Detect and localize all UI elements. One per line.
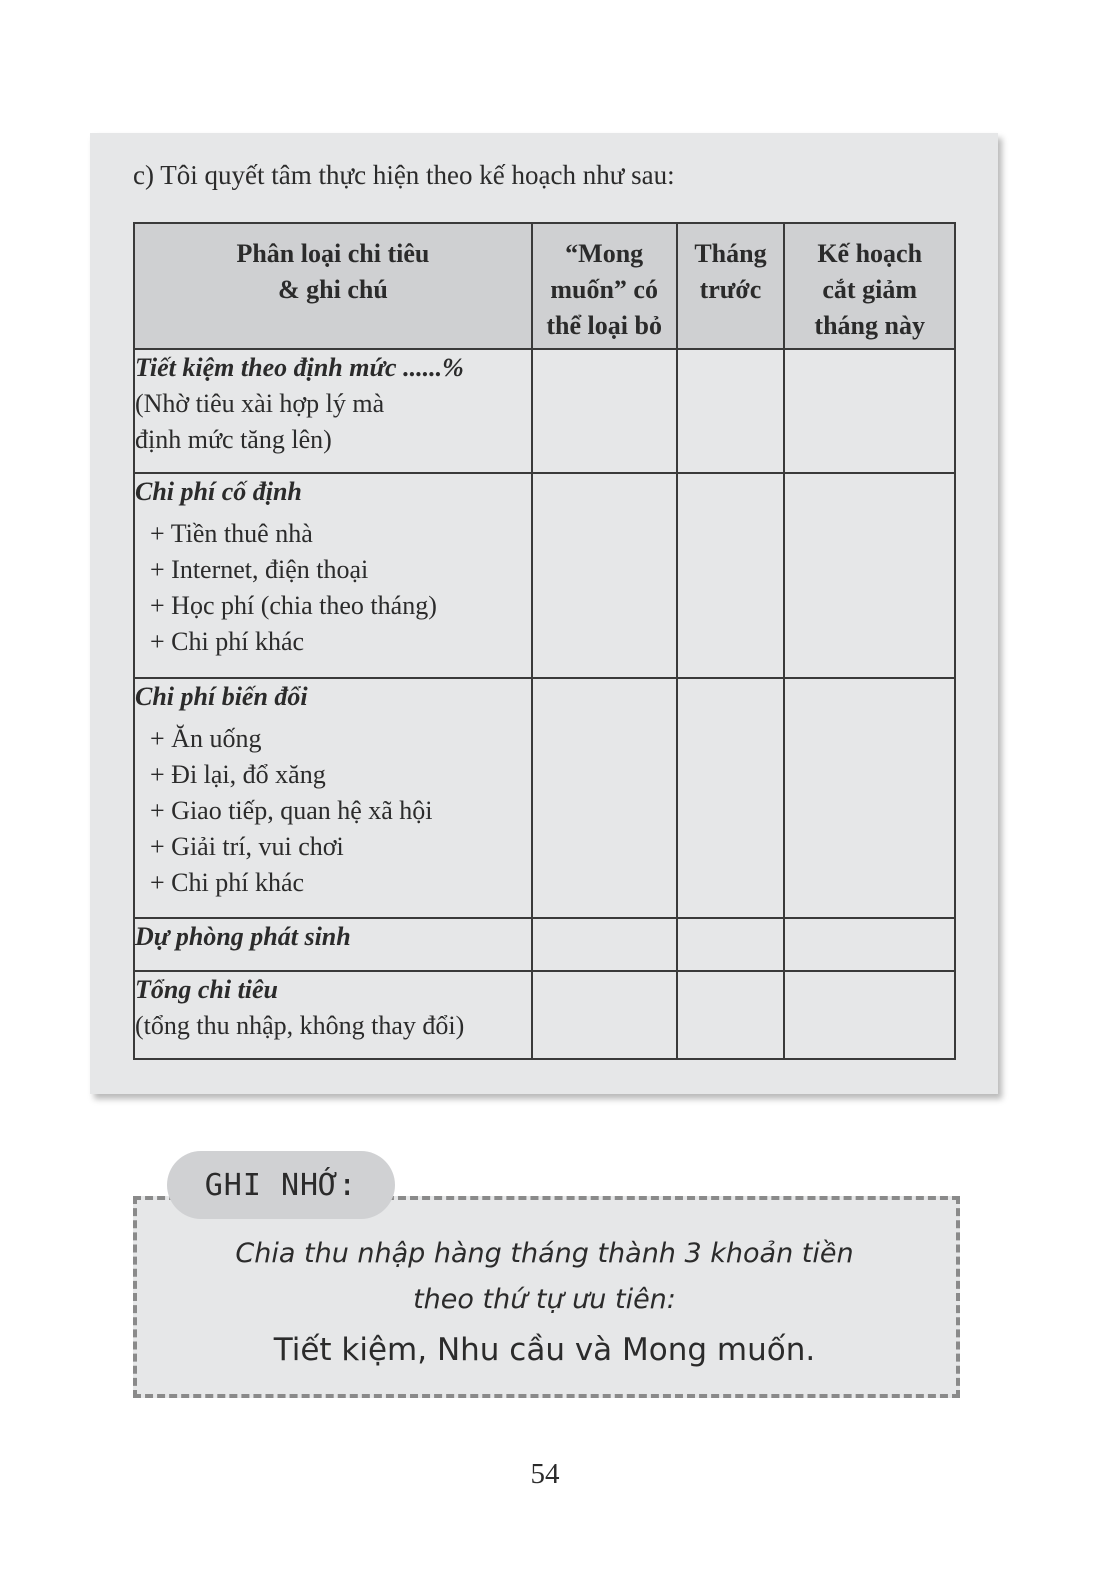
- input-cell[interactable]: [532, 678, 677, 918]
- list-item: + Ăn uống: [150, 724, 262, 753]
- remember-summary: Tiết kiệm, Nhu cầu và Mong muốn.: [273, 1332, 816, 1368]
- list-item: + Học phí (chia theo tháng): [150, 591, 437, 620]
- row-fixed-costs-cell: [134, 473, 532, 678]
- remember-line-2: theo thứ tự ưu tiên:: [413, 1284, 676, 1315]
- budget-plan-table: [133, 222, 956, 1060]
- remember-line-1: Chia thu nhập hàng tháng thành 3 khoản tiền: [235, 1238, 854, 1269]
- input-cell[interactable]: [784, 971, 955, 1059]
- page-number: 54: [530, 1458, 560, 1490]
- list-item: + Giải trí, vui chơi: [150, 832, 344, 861]
- row-title: Dự phòng phát sinh: [135, 922, 351, 951]
- input-cell[interactable]: [532, 971, 677, 1059]
- header-cut-plan: Kế hoạch cắt giảm tháng này: [784, 223, 955, 349]
- list-item: + Chi phí khác: [150, 868, 305, 897]
- remember-label: GHI NHỚ:: [204, 1167, 358, 1203]
- list-item: + Đi lại, đổ xăng: [150, 760, 326, 789]
- input-cell[interactable]: [784, 473, 955, 678]
- input-cell[interactable]: [677, 473, 785, 678]
- table-row: [134, 473, 955, 678]
- table-header-row: [134, 223, 955, 349]
- table-row: [134, 349, 955, 473]
- input-cell[interactable]: [784, 349, 955, 473]
- remember-tab: [167, 1151, 395, 1219]
- row-title: Chi phí biến đổi: [135, 682, 308, 711]
- row-total-cell: Tổng chi tiêu (tổng thu nhập, không thay đổi): [134, 971, 532, 1059]
- row-title: Tổng chi tiêu: [135, 975, 279, 1004]
- input-cell[interactable]: [532, 918, 677, 971]
- input-cell[interactable]: [677, 971, 785, 1059]
- input-cell[interactable]: [784, 918, 955, 971]
- header-removable-wants: “Mong muốn” có thể loại bỏ: [532, 223, 677, 349]
- row-contingency-cell: [134, 918, 532, 971]
- row-savings-cell: Tiết kiệm theo định mức ......% (Nhờ tiêu xài hợp lý mà định mức tăng lên): [134, 349, 532, 473]
- input-cell[interactable]: [677, 678, 785, 918]
- table-row: [134, 971, 955, 1059]
- list-item: + Giao tiếp, quan hệ xã hội: [150, 796, 433, 825]
- table-row: [134, 678, 955, 918]
- row-variable-costs-cell: [134, 678, 532, 918]
- remember-box: [133, 1196, 956, 1398]
- input-cell[interactable]: [532, 349, 677, 473]
- list-item: + Chi phí khác: [150, 627, 305, 656]
- input-cell[interactable]: [677, 349, 785, 473]
- input-cell[interactable]: [784, 678, 955, 918]
- header-category: Phân loại chi tiêu & ghi chú: [134, 223, 532, 349]
- input-cell[interactable]: [532, 473, 677, 678]
- row-title: Chi phí cố định: [135, 477, 302, 506]
- list-item: + Internet, điện thoại: [150, 555, 369, 584]
- intro-text: c) Tôi quyết tâm thực hiện theo kế hoạch như sau:: [133, 160, 675, 190]
- list-item: + Tiền thuê nhà: [150, 519, 313, 548]
- row-title: Tiết kiệm theo định mức ......%: [135, 353, 464, 382]
- input-cell[interactable]: [677, 918, 785, 971]
- table-row: [134, 918, 955, 971]
- header-last-month: Tháng trước: [677, 223, 785, 349]
